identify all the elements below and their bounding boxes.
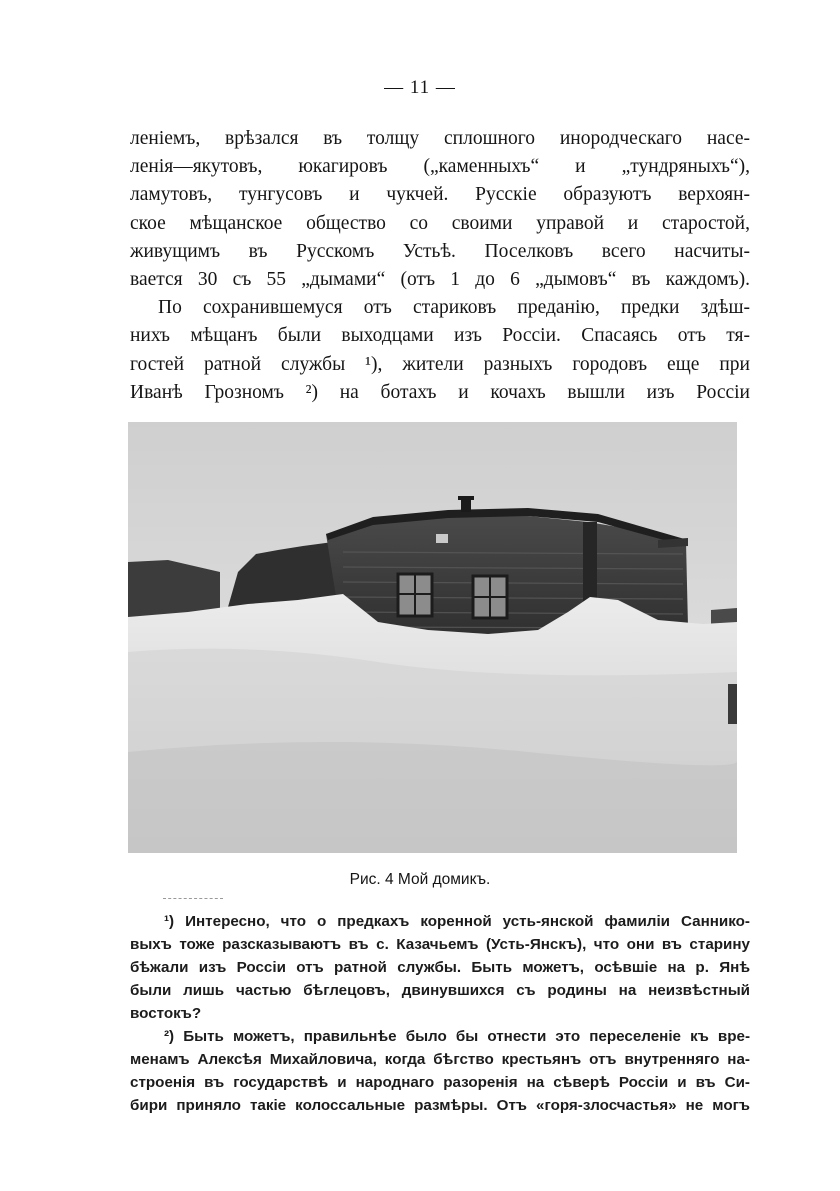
body-line: живущимъ въ Русскомъ Устьѣ. Поселковъ всего насчиты- — [130, 240, 750, 262]
body-line: Иванѣ Грозномъ ²) на ботахъ и кочахъ вышли изъ Россiи — [130, 381, 750, 403]
footnote-line: востокъ? — [130, 1005, 202, 1022]
footnote-divider — [163, 898, 223, 899]
page-number: — 11 — — [384, 77, 456, 98]
footnote-line: бѣжали изъ Россiи отъ ратной службы. Быть можетъ, осѣвшiе на р. Янѣ — [130, 959, 750, 976]
footnote-line: строенiя въ государствѣ и народнаго разоренiя на сѣверѣ Россiи и въ Си- — [130, 1074, 750, 1091]
body-line: ленiя—якутовъ, юкагировъ („каменныхъ“ и „тундряныхъ“), — [130, 156, 750, 178]
footnote-line: ²) Быть можетъ, правильнѣе было бы отнести это переселенiе къ вре- — [164, 1028, 750, 1045]
photo-my-house — [128, 422, 737, 853]
footnote-line: бири приняло такiе колоссальные размѣры. Отъ «горя-злосчастья» не могъ — [130, 1097, 750, 1114]
footnote-line: менамъ Алексѣя Михайловича, когда бѣгство крестьянъ отъ внутренняго на- — [130, 1051, 750, 1068]
body-line: По сохранившемуся отъ стариковъ преданiю, предки здѣш- — [158, 297, 750, 319]
body-line: нихъ мѣщанъ были выходцами изъ Россiи. Спасаясь отъ тя- — [130, 325, 750, 347]
body-line: ламутовъ, тунгусовъ и чукчей. Русскiе образуютъ верхоян- — [130, 184, 750, 206]
footnote-line: выхъ тоже разсказываютъ въ с. Казачьемъ (Усть-Янскъ), что они въ старину — [130, 936, 750, 953]
body-line: ское мѣщанское общество со своими управой и старостой, — [130, 212, 750, 234]
figure-caption: Рис. 4 Мой домикъ. — [349, 871, 491, 888]
body-text — [130, 125, 750, 407]
footnote-line: ¹) Интересно, что о предкахъ коренной усть-янской фамилiи Саннико- — [164, 913, 750, 930]
body-line: ленiемъ, врѣзался въ толщу сплошного инородческаго насе- — [130, 128, 750, 149]
footnote-line: были лишь частью бѣглецовъ, двинувшихся съ родины на неизвѣстный — [130, 982, 750, 999]
body-line: гостей ратной службы ¹), жители разныхъ городовъ еще при — [130, 353, 750, 375]
footnotes — [130, 910, 750, 1117]
body-line: вается 30 съ 55 „дымами“ (отъ 1 до 6 „дымовъ“ въ каждомъ). — [130, 269, 750, 291]
